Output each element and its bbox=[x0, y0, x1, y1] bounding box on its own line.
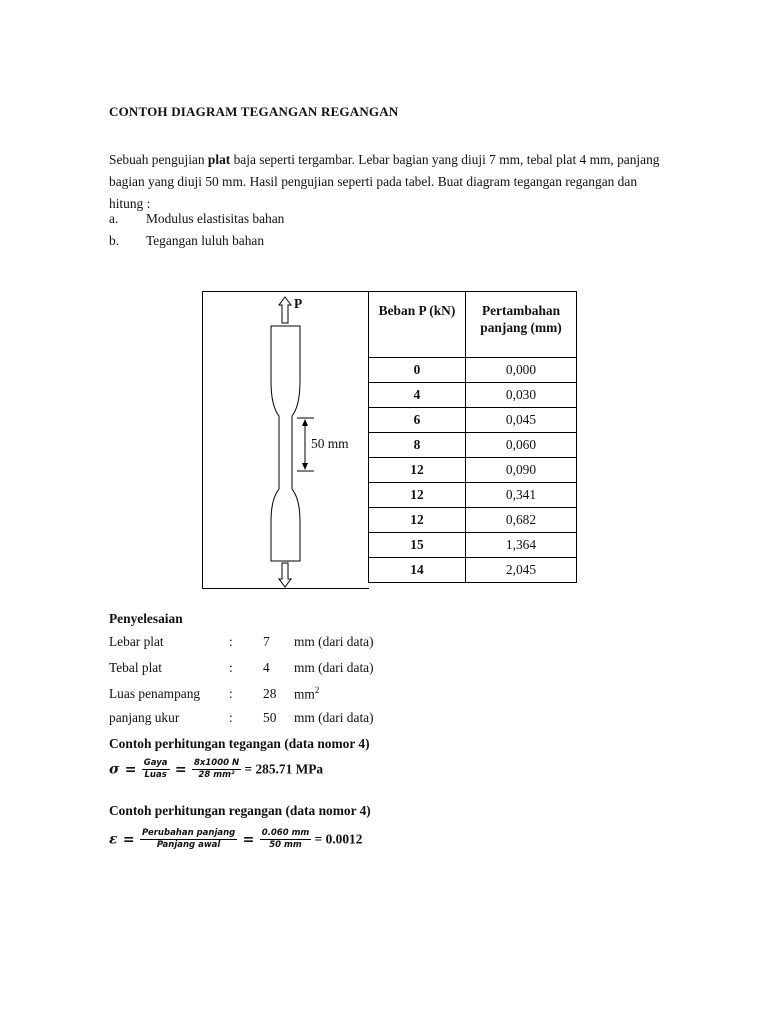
cell-elongation: 0,341 bbox=[466, 483, 577, 508]
item-colon: : bbox=[229, 634, 233, 649]
load-arrow-down-icon bbox=[279, 563, 291, 587]
solution-row-gauge bbox=[109, 710, 374, 726]
fraction-force-area bbox=[142, 758, 170, 781]
fraction-values bbox=[192, 758, 241, 781]
task-item-a bbox=[109, 208, 284, 230]
dimension-arrow-down-icon bbox=[302, 463, 308, 470]
item-colon: : bbox=[229, 686, 233, 702]
stress-result: = 285.71 MPa bbox=[244, 761, 324, 777]
solution-row-thickness bbox=[109, 660, 374, 676]
cell-elongation: 0,090 bbox=[466, 458, 577, 483]
stress-equation bbox=[109, 758, 323, 781]
gauge-length-label: 50 mm bbox=[311, 436, 349, 451]
table-row bbox=[369, 433, 577, 458]
cell-elongation: 0,030 bbox=[466, 383, 577, 408]
sigma-symbol: σ bbox=[109, 761, 120, 778]
task-text: Modulus elastisitas bahan bbox=[146, 211, 285, 226]
equals-sign: = bbox=[242, 831, 255, 848]
solution-heading: Penyelesaian bbox=[109, 611, 183, 626]
intro-bold-word: plat bbox=[207, 152, 231, 167]
item-label: Tebal plat bbox=[109, 660, 162, 675]
load-label: P bbox=[294, 296, 303, 311]
fraction-denominator: Panjang awal bbox=[156, 840, 221, 850]
table-row bbox=[369, 383, 577, 408]
specimen-outline bbox=[271, 326, 300, 561]
table-row bbox=[369, 358, 577, 383]
document-title: CONTOH DIAGRAM TEGANGAN REGANGAN bbox=[109, 104, 399, 119]
solution-row-width bbox=[109, 634, 374, 650]
item-colon: : bbox=[229, 710, 233, 725]
fraction-values bbox=[260, 828, 312, 851]
item-value: 7 bbox=[263, 634, 270, 649]
test-results-table bbox=[368, 291, 577, 583]
table-row bbox=[369, 533, 577, 558]
cell-load: 12 bbox=[369, 458, 466, 483]
task-marker: a. bbox=[109, 211, 119, 226]
fraction-change-length bbox=[140, 828, 237, 851]
fraction-denominator: 28 mm² bbox=[198, 770, 235, 780]
stress-heading: Contoh perhitungan tegangan (data nomor 4) bbox=[109, 736, 370, 751]
table-header-row bbox=[369, 292, 577, 358]
item-unit: mm bbox=[294, 686, 315, 702]
cell-load: 6 bbox=[369, 408, 466, 433]
dimension-arrow-up-icon bbox=[302, 419, 308, 426]
table-row bbox=[369, 458, 577, 483]
cell-load: 12 bbox=[369, 483, 466, 508]
strain-equation bbox=[109, 828, 362, 851]
item-value: 28 bbox=[263, 686, 277, 702]
header-elongation: Pertambahan panjang (mm) bbox=[466, 292, 577, 358]
equals-sign: = bbox=[122, 831, 135, 848]
table-row bbox=[369, 508, 577, 533]
intro-part2: baja seperti tergambar. Lebar bagian yang diuji 7 mm, tebal plat 4 mm, panjang bagian yang diuji 50 mm. Hasil pengujian seperti pada tabel. Buat diagram tegangan regangan dan hitung : bbox=[109, 152, 660, 211]
cell-elongation: 1,364 bbox=[466, 533, 577, 558]
task-item-b bbox=[109, 230, 264, 252]
fraction-numerator: Gaya bbox=[143, 758, 168, 768]
item-value: 4 bbox=[263, 660, 270, 675]
task-marker: b. bbox=[109, 233, 120, 248]
fraction-numerator: 0.060 mm bbox=[261, 828, 310, 838]
fraction-numerator: 8x1000 N bbox=[193, 758, 240, 768]
fraction-numerator: Perubahan panjang bbox=[141, 828, 236, 838]
task-text: Tegangan luluh bahan bbox=[146, 233, 265, 248]
cell-elongation: 0,045 bbox=[466, 408, 577, 433]
item-value: 50 bbox=[263, 710, 277, 725]
solution-row-area bbox=[109, 685, 319, 702]
strain-result: = 0.0012 bbox=[314, 831, 363, 847]
cell-load: 14 bbox=[369, 558, 466, 583]
cell-load: 0 bbox=[369, 358, 466, 383]
fraction-denominator: 50 mm bbox=[269, 840, 302, 850]
epsilon-symbol: ε bbox=[109, 831, 118, 848]
cell-elongation: 0,682 bbox=[466, 508, 577, 533]
equals-sign: = bbox=[174, 761, 187, 778]
item-unit-superscript: 2 bbox=[314, 685, 320, 695]
cell-load: 15 bbox=[369, 533, 466, 558]
item-label: Luas penampang bbox=[109, 686, 201, 702]
item-unit: mm (dari data) bbox=[294, 660, 374, 675]
item-label: Lebar plat bbox=[109, 634, 164, 649]
table-row bbox=[369, 558, 577, 583]
equals-sign: = bbox=[124, 761, 137, 778]
intro-part1: Sebuah pengujian bbox=[109, 152, 208, 167]
table-row bbox=[369, 408, 577, 433]
strain-heading: Contoh perhitungan regangan (data nomor 4) bbox=[109, 803, 371, 818]
cell-elongation: 2,045 bbox=[466, 558, 577, 583]
item-label: panjang ukur bbox=[109, 710, 180, 725]
header-load: Beban P (kN) bbox=[369, 292, 466, 358]
item-unit: mm (dari data) bbox=[294, 634, 374, 649]
problem-statement bbox=[109, 149, 669, 215]
cell-load: 4 bbox=[369, 383, 466, 408]
table-row bbox=[369, 483, 577, 508]
item-unit: mm (dari data) bbox=[294, 710, 374, 725]
cell-elongation: 0,060 bbox=[466, 433, 577, 458]
cell-load: 8 bbox=[369, 433, 466, 458]
fraction-denominator: Luas bbox=[144, 770, 167, 780]
item-colon: : bbox=[229, 660, 233, 675]
cell-load: 12 bbox=[369, 508, 466, 533]
load-arrow-up-icon bbox=[279, 297, 291, 323]
cell-elongation: 0,000 bbox=[466, 358, 577, 383]
